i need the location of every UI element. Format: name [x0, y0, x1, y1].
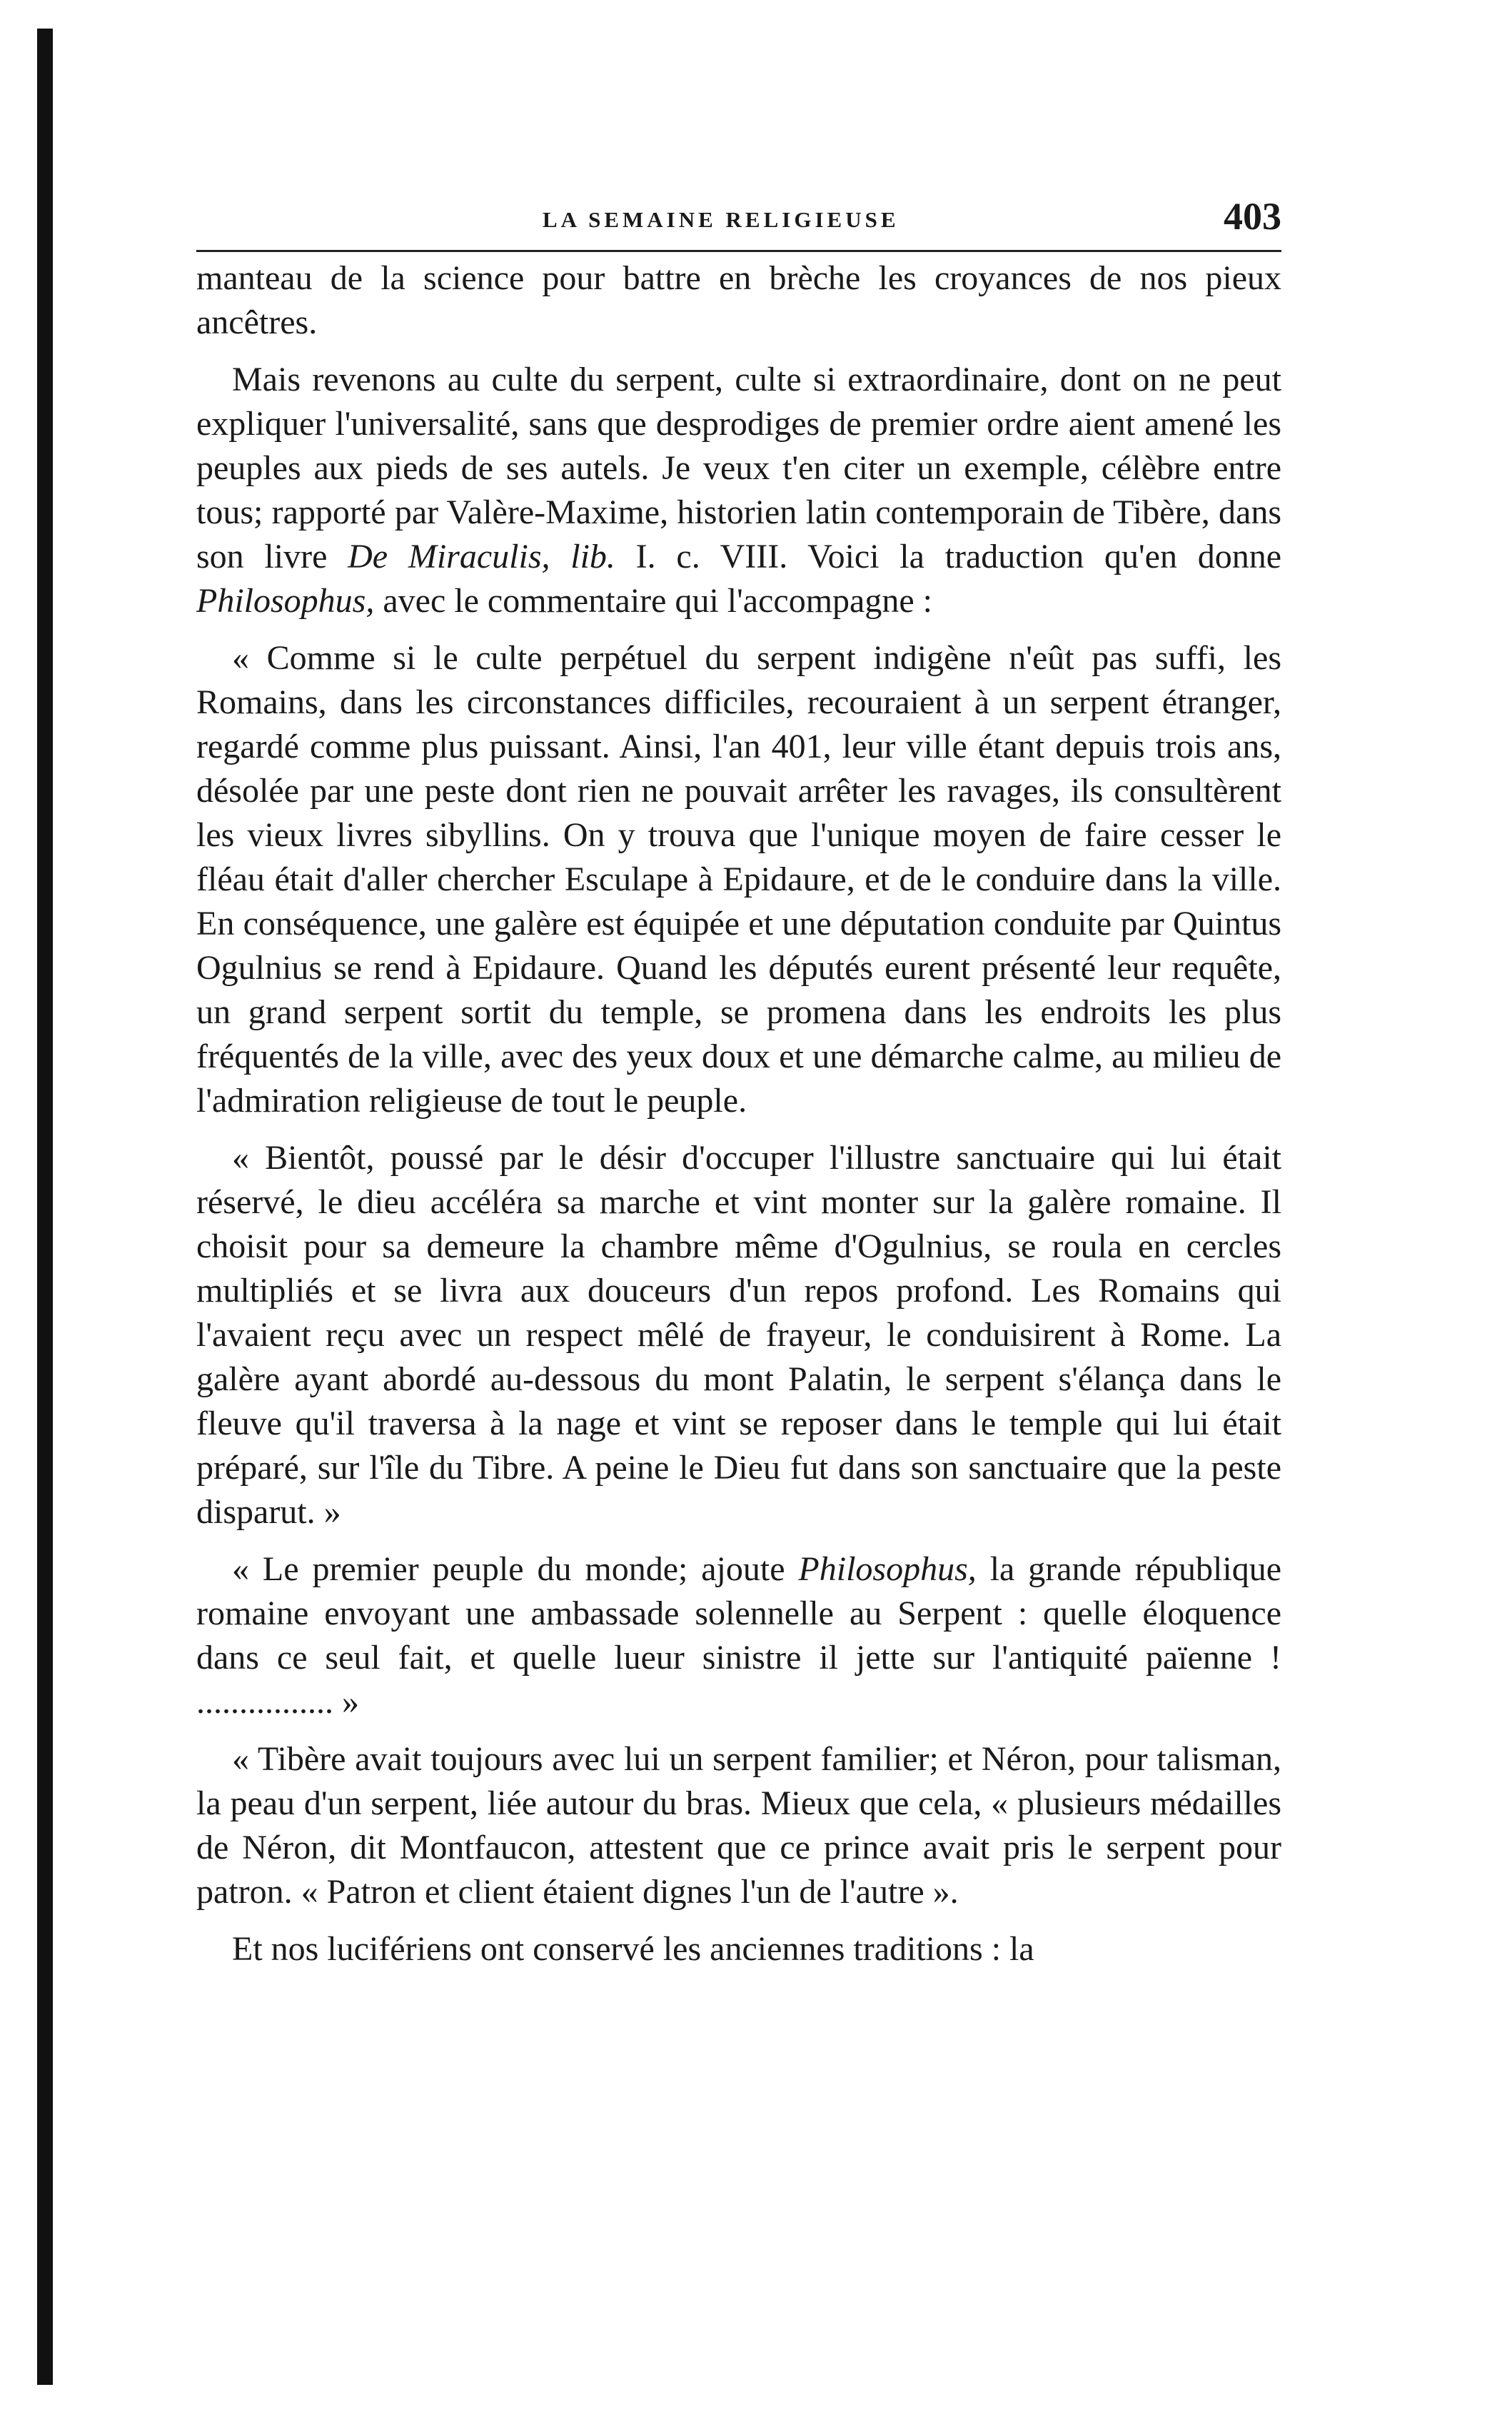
text-segment: « Tibère avait toujours avec lui un serpent familier; et Néron, pour talisman, la peau d'un serpent, liée autour du bras. Mieux que cela, « plusieurs médailles de Néron, dit Montfaucon, attestent que ce prince avait pris le serpent pour patron. « Patron et client étaient dignes l'un de l'autre ». [196, 1740, 1281, 1911]
paragraph [196, 256, 1281, 345]
binding-edge [37, 29, 53, 2385]
italic-name: Philosophus, [798, 1550, 977, 1588]
text-segment: manteau de la science pour battre en brèche les croyances de nos pieux ancêtres. [196, 259, 1281, 341]
running-head [196, 193, 1281, 250]
paragraph [196, 1737, 1281, 1914]
page-number: 403 [1224, 195, 1281, 238]
text-segment: avec le commentaire qui l'accompagne : [374, 582, 932, 620]
paragraph [196, 358, 1281, 623]
italic-name: Philosophus, [196, 582, 375, 620]
paragraph [196, 1136, 1281, 1534]
text-segment: la grande république romaine envoyant une ambassade solennelle au Serpent : quelle éloquence dans ce seul fait, et quelle lueur sinistre il jette sur l'antiquité païenne ! ................ » [196, 1550, 1281, 1721]
text-segment: « Bientôt, poussé par le désir d'occuper l'illustre sanctuaire qui lui était réservé, le dieu accéléra sa marche et vint monter sur la galère romaine. Il choisit pour sa demeure la chambre même d'Ogulnius, se roula en cercles multipliés et se livra aux douceurs d'un repos profond. Les Romains qui l'avaient reçu avec un respect mêlé de frayeur, le conduisirent à Rome. La galère ayant abordé au-dessous du mont Palatin, le serpent s'élança dans le fleuve qu'il traversa à la nage et vint se reposer dans le temple qui lui était préparé, sur l'île du Tibre. A peine le Dieu fut dans son sanctuaire que la peste disparut. » [196, 1139, 1281, 1531]
italic-title: De Miraculis, lib. [348, 538, 615, 576]
text-segment: « Le premier peuple du monde; ajoute [232, 1550, 799, 1588]
text-segment: Mais revenons au culte du serpent, culte si extraordinaire, dont on ne peut expliquer l'universalité, sans que desprodiges de premier ordre aient amené les peuples aux pieds de ses autels. Je veux t'en citer un exemple, célèbre entre tous; rapporté par Valère-Maxime, historien latin contemporain de Tibère, dans son livre [196, 361, 1281, 576]
text-segment: « Comme si le culte perpétuel du serpent indigène n'eût pas suffi, les Romains, dans les circonstances difficiles, recouraient à un serpent étranger, regardé comme plus puissant. Ainsi, l'an 401, leur ville étant depuis trois ans, désolée par une peste dont rien ne pouvait arrêter les ravages, ils consultèrent les vieux livres sibyllins. On y trouva que l'unique moyen de faire cesser le fléau était d'aller chercher Esculape à Epidaure, et de le conduire dans la ville. En conséquence, une galère est équipée et une députation conduite par Quintus Ogulnius se rend à Epidaure. Quand les députés eurent présenté leur requête, un grand serpent sortit du temple, se promena dans les endroits les plus fréquentés de la ville, avec des yeux doux et une démarche calme, au milieu de l'admiration religieuse de tout le peuple. [196, 639, 1281, 1120]
header-rule [196, 250, 1281, 252]
body-text [196, 256, 1281, 1971]
text-segment: I. c. VIII. Voici la traduction qu'en donne [615, 538, 1282, 576]
paragraph [196, 1927, 1281, 1971]
running-title: LA SEMAINE RELIGIEUSE [543, 207, 899, 232]
paragraph [196, 1547, 1281, 1724]
document-page [196, 193, 1281, 1984]
paragraph [196, 636, 1281, 1123]
text-segment: Et nos lucifériens ont conservé les anciennes traditions : la [232, 1930, 1034, 1968]
